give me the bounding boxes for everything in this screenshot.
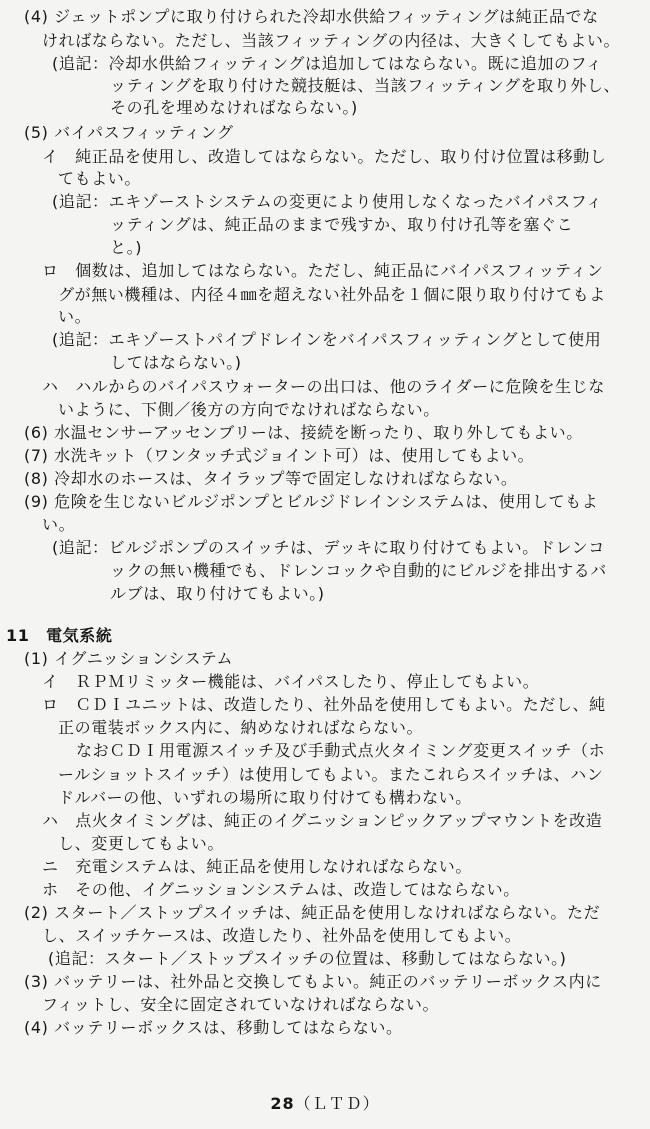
text-line: ければならない。ただし、当該フィッティングの内径は、大きくしてもよい。 [42, 31, 621, 50]
text-line: イ 純正品を使用し、改造してはならない。ただし、取り付け位置は移動し [42, 147, 607, 166]
text-line: (3) バッテリーは、社外品と交換してもよい。純正のバッテリーボックス内に [24, 972, 602, 991]
text-line: (追記：ビルジポンプのスイッチは、デッキに取り付けてもよい。ドレンコ [52, 538, 605, 557]
text-line: (1) イグニッションシステム [24, 649, 234, 668]
text-line: ッティングは、純正品のままで残すか、取り付け孔等を塞ぐこ [110, 215, 574, 234]
text-line: ドルバーの他、いずれの場所に取り付けても構わない。 [58, 788, 472, 807]
text-line: (5) バイパスフィッティング [24, 123, 234, 142]
text-line: ロ ＣＤＩユニットは、改造したり、社外品を使用してもよい。ただし、純 [42, 695, 606, 714]
text-line: (6) 水温センサーアッセンブリーは、接続を断ったり、取り外してもよい。 [24, 423, 583, 442]
text-line: ホ その他、イグニッションシステムは、改造してはならない。 [42, 880, 520, 899]
text-line: 正の電装ボックス内に、納めなければならない。 [58, 718, 424, 737]
text-line: (2) スタート／ストップスイッチは、純正品を使用しなければならない。ただ [24, 903, 601, 922]
page-footer [0, 1091, 650, 1114]
section-heading: 11 電気系統 [6, 626, 113, 645]
text-line: イ ＲＰＭリミッター機能は、バイパスしたり、停止してもよい。 [42, 672, 540, 691]
text-line: いように、下側／後方の方向でなければならない。 [58, 400, 440, 419]
text-line: (7) 水洗キット（ワンタッチ式ジョイント可）は、使用してもよい。 [24, 446, 535, 465]
text-line: てもよい。 [58, 169, 142, 188]
page-number: 28 [270, 1094, 295, 1113]
text-line: ハ ハルからのバイパスウォーターの出口は、他のライダーに危険を生じな [42, 377, 605, 396]
text-line: (追記：スタート／ストップスイッチの位置は、移動してはならない。) [48, 949, 567, 968]
text-line: その孔を埋めなければならない。) [110, 98, 358, 117]
text-line: し、スイッチケースは、改造したり、社外品を使用してもよい。 [42, 926, 522, 945]
text-line: なおＣＤＩ用電源スイッチ及び手動式点火タイミング変更スイッチ（ホ [76, 741, 606, 760]
text-line: (4) バッテリーボックスは、移動してはならない。 [24, 1018, 403, 1037]
text-line: してはならない。) [110, 353, 242, 372]
text-line: ニ 充電システムは、純正品を使用しなければならない。 [42, 857, 473, 876]
text-line: グが無い機種は、内径４㎜を超えない社外品を１個に限り取り付けてもよ [58, 285, 606, 304]
text-line: と。) [110, 238, 143, 257]
text-line: ックの無い機種でも、ドレンコックや自動的にビルジを排出するバ [110, 561, 607, 580]
text-line: (追記：冷却水供給フィッティングは追加してはならない。既に追加のフィ [52, 54, 603, 73]
text-line: ハ 点火タイミングは、純正のイグニッションピックアップマウントを改造 [42, 811, 603, 830]
text-line: (4) ジェットポンプに取り付けられた冷却水供給フィッティングは純正品でな [24, 7, 599, 26]
text-line: (追記：エキゾーストシステムの変更により使用しなくなったバイパスフィ [52, 192, 603, 211]
text-line: (追記：エキゾーストパイプドレインをバイパスフィッティングとして使用 [52, 330, 602, 349]
text-line: ルブは、取り付けてもよい。) [110, 584, 325, 603]
text-line: い。 [58, 307, 92, 326]
text-line: フィットし、安全に固定されていなければならない。 [42, 995, 440, 1014]
text-line: (8) 冷却水のホースは、タイラップ等で固定しなければならない。 [24, 469, 518, 488]
text-line: ッティングを取り付けた競技艇は、当該フィッティングを取り外し、 [110, 76, 621, 95]
text-line: ールショットスイッチ）は使用してもよい。またこれらスイッチは、ハン [58, 765, 604, 784]
text-line: (9) 危険を生じないビルジポンプとビルジドレインシステムは、使用してもよ [24, 492, 599, 511]
text-line: い。 [42, 515, 76, 534]
text-line: ロ 個数は、追加してはならない。ただし、純正品にバイパスフィッティン [42, 261, 604, 280]
text-line: し、変更してもよい。 [58, 834, 225, 853]
page-suffix: （ＬＴＤ） [294, 1094, 380, 1113]
